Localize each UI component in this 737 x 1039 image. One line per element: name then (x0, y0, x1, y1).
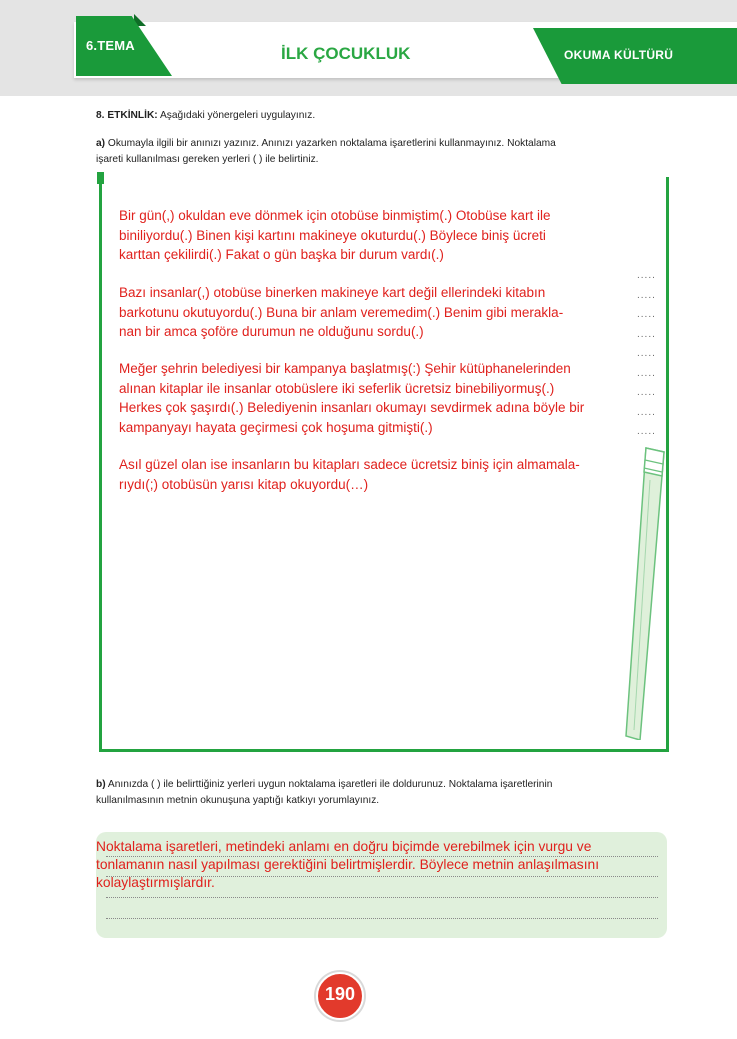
dot-run: ..... (637, 270, 656, 281)
part-b-label: b) (96, 779, 106, 790)
answer-line: biniliyordu(.) Binen kişi kartını makineye okuturdu(.) Böylece biniş ücreti (119, 227, 546, 243)
page-number: 190 (324, 984, 356, 1004)
dot-run: ..... (637, 289, 656, 301)
answer-paragraph-2 (119, 283, 629, 342)
answer-paragraph-4 (119, 455, 629, 494)
answer-line: Noktalama işaretleri, metindeki anlamı en doğru biçimde verebilmek için vurgu ve (96, 839, 592, 854)
part-b-line2: kullanılmasının metnin okunuşuna yaptığı katkıyı yorumlayınız. (96, 795, 380, 806)
activity-heading (96, 108, 315, 124)
activity-instruction: Aşağıdaki yönergeleri uygulayınız. (159, 110, 316, 121)
answer-line: alınan kitaplar ile insanlar otobüslere iki seferlik ücretsiz binebiliyormuş(.) (119, 380, 555, 396)
answer-b-text (96, 838, 666, 892)
dotted-line-ends (637, 266, 656, 442)
section-label: OKUMA KÜLTÜRÜ (564, 48, 674, 62)
answer-line: Herkes çok şaşırdı(.) Belediyenin insanları okumayı sevdirmek adına böyle bir (119, 400, 585, 415)
dot-run: ..... (637, 367, 656, 379)
dot-run: ..... (637, 426, 656, 437)
page-title: İLK ÇOCUKLUK (281, 44, 411, 63)
answer-line: Bir gün(,) okuldan eve dönmek için otobüse binmiştim(.) Otobüse kart ile (119, 208, 551, 223)
answer-line: karttan çekilirdi(.) Fakat o gün başka bir durum vardı(.) (119, 247, 444, 262)
dot-run: ..... (637, 348, 656, 359)
part-b-line1 (96, 777, 671, 793)
activity-label: 8. ETKİNLİK: (96, 110, 158, 121)
part-a-line2: işareti kullanılması gereken yerleri ( ) ile belirtiniz. (96, 154, 319, 165)
part-a-line1 (96, 136, 671, 152)
part-a-label: a) (96, 138, 106, 149)
answer-line: kolaylaştırmışlardır. (96, 875, 215, 890)
part-a-instruction: Okumayla ilgili bir anınızı yazınız. Anınızı yazarken noktalama işaretlerini kullanmayınız. Noktalama (107, 138, 556, 149)
answer-line: Bazı insanlar(,) otobüse binerken makineye kart değil ellerindeki kitabın (119, 285, 546, 300)
answer-line: barkotunu okutuyordu(.) Buna bir anlam veremedim(.) Benim gibi merakla- (119, 304, 564, 320)
page-number-badge (316, 972, 364, 1020)
answer-line: kampanyayı hayata geçirmesi çok hoşuma gitmişti(.) (119, 419, 433, 435)
dotted-writing-line (106, 897, 658, 898)
dotted-writing-line (106, 918, 658, 919)
answer-line: Meğer şehrin belediyesi bir kampanya başlatmış(:) Şehir kütüphanelerinden (119, 361, 571, 376)
dot-run: ..... (637, 387, 656, 398)
answer-line: tonlamanın nasıl yapılması gerektiğini belirtmişlerdir. Böylece metnin anlaşılmasını (96, 857, 600, 872)
answer-paragraph-1 (119, 206, 629, 265)
answer-line: rıydı(;) otobüsün yarısı kitap okuyordu(…) (119, 476, 369, 492)
dot-run: ..... (637, 309, 656, 320)
pencil-icon (622, 440, 668, 740)
tema-label: 6.TEMA (86, 38, 135, 53)
answer-line: Asıl güzel olan ise insanların bu kitapları sadece ücretsiz biniş için almamala- (119, 457, 580, 472)
part-b-instruction: Anınızda ( ) ile belirttiğiniz yerleri uygun noktalama işaretleri ile doldurunuz. Noktalama işaretlerinin (107, 779, 553, 790)
answer-line: nan bir amca şoföre durumun ne olduğunu sordu(.) (119, 324, 424, 339)
answer-paragraph-3 (119, 359, 629, 437)
dot-run: ..... (637, 328, 656, 340)
dot-run: ..... (637, 406, 656, 418)
